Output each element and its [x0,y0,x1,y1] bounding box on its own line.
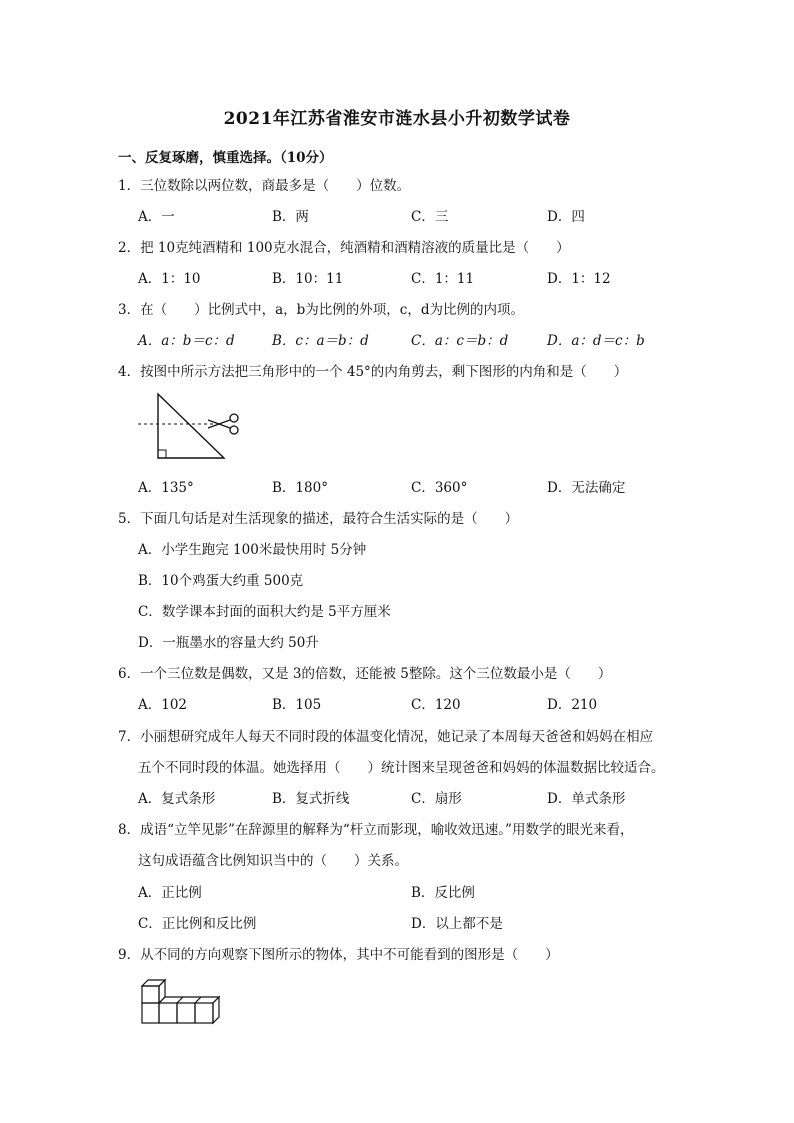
question-8-stem-line2: 这句成语蕴含比例知识当中的（ ）关系。 [138,853,408,869]
q5-option-a: A．小学生跑完 100米最快用时 5分钟 [138,542,367,558]
question-4-stem: 4．按图中所示方法把三角形中的一个 45°的内角剪去，剩下图形的内角和是（ ） [118,364,628,380]
question-7-stem-line2: 五个不同时段的体温。她选择用（ ）统计图来呈现爸爸和妈妈的体温数据比较适合。 [138,760,665,776]
triangle-scissors-figure [138,390,248,462]
q6-option-a: A．102 [138,697,188,713]
q7-option-d: D．单式条形 [547,791,626,807]
q4-option-b: B．180° [272,480,328,496]
question-9-stem: 9．从不同的方向观察下图所示的物体，其中不可能看到的图形是（ ） [118,947,559,963]
bottom-row-side-face [213,997,219,1023]
exam-title: 2021年江苏省淮安市涟水县小升初数学试卷 [223,109,571,129]
q2-option-c: C．1：11 [411,271,475,287]
q1-option-b: B．两 [272,209,309,225]
q7-option-b: B．复式折线 [272,791,350,807]
q2-option-d: D．1：12 [547,271,611,287]
q1-option-d: D．四 [547,209,585,225]
q5-option-c: C．数学课本封面的面积大约是 5平方厘米 [138,604,391,620]
q6-option-c: C．120 [411,697,461,713]
q3-option-b: B．c：a＝b：d [272,333,369,349]
q7-option-c: C．扇形 [411,791,462,807]
q4-option-d: D．无法确定 [547,480,626,496]
question-8-stem: 8．成语“立竿见影”在辞源里的解释为“杆立而影现，喻收效迅速。”用数学的眼光来看， [118,822,634,838]
bottom-cube-4 [195,1003,213,1023]
q4-option-a: A．135° [138,480,194,496]
q4-option-c: C．360° [411,480,468,496]
q5-option-b: B．10个鸡蛋大约重 500克 [138,573,304,589]
bottom-cube-2 [159,1003,177,1023]
q3-option-a: A．a：b＝c：d [138,333,235,349]
q1-option-a: A．一 [138,209,175,225]
bottom-cube-3 [177,1003,195,1023]
q8-option-b: B．反比例 [411,885,475,901]
question-6-stem: 6．一个三位数是偶数，又是 3的倍数，还能被 5整除。这个三位数最小是（ ） [118,666,612,682]
q3-option-d: D．a：d＝c：b [547,333,645,349]
q8-option-d: D．以上都不是 [411,916,503,932]
bottom-row-top-face [159,997,219,1003]
q7-option-a: A．复式条形 [138,791,216,807]
q6-option-d: D．210 [547,697,598,713]
bottom-cube-1 [142,1003,159,1023]
question-1-stem: 1．三位数除以两位数，商最多是（ ）位数。 [118,178,411,194]
q1-option-c: C．三 [411,209,449,225]
q3-option-c: C．a：c＝b：d [411,333,509,349]
q2-option-b: B．10：11 [272,271,344,287]
question-2-stem: 2．把 10克纯酒精和 100克水混合，纯酒精和酒精溶液的质量比是（ ） [118,240,570,256]
cube-stack-figure [138,976,230,1028]
question-5-stem: 5．下面几句话是对生活现象的描述，最符合生活实际的是（ ） [118,511,519,527]
q5-option-d: D．一瓶墨水的容量大约 50升 [138,635,319,651]
right-angle-mark [158,450,166,458]
q2-option-a: A．1：10 [138,271,201,287]
section-1-heading: 一、反复琢磨，慎重选择。（10分） [118,150,333,166]
question-7-stem: 7．小丽想研究成年人每天不同时段的体温变化情况，她记录了本周每天爸爸和妈妈在相应 [118,729,654,745]
q6-option-b: B．105 [272,697,322,713]
q8-option-c: C．正比例和反比例 [138,916,257,932]
top-cube-front-face [142,986,159,1003]
question-3-stem: 3．在（ ）比例式中，a，b为比例的外项，c，d为比例的内项。 [118,302,524,318]
q8-option-a: A．正比例 [138,885,202,901]
